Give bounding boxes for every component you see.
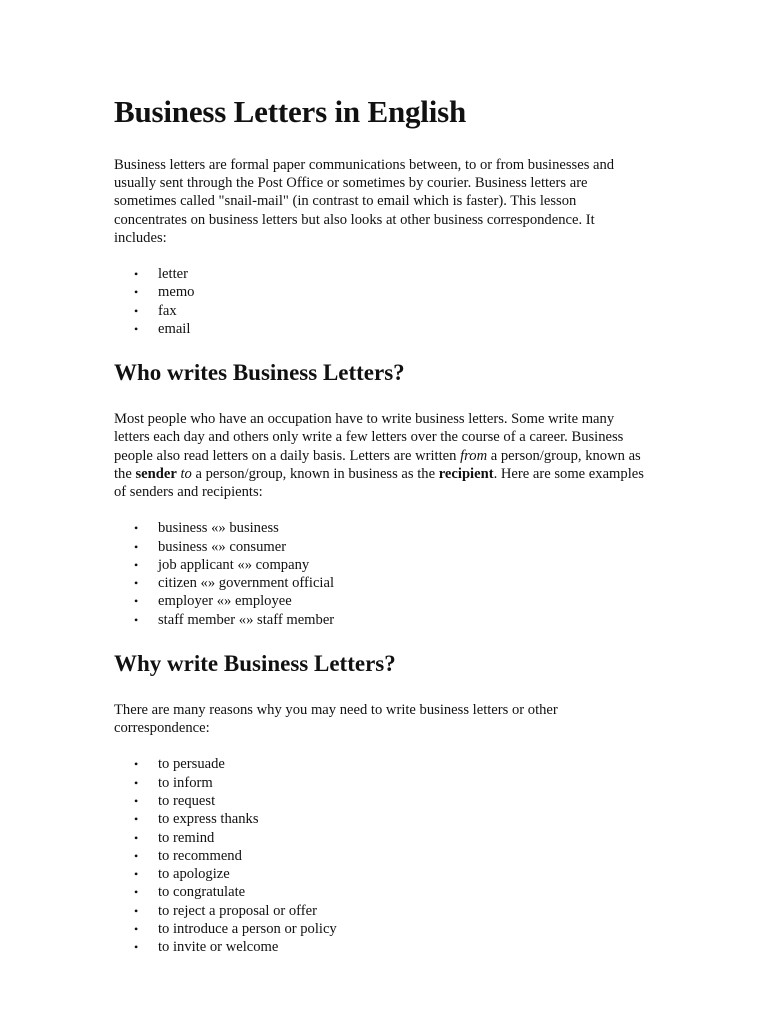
who-sender-term: sender: [135, 465, 177, 482]
who-recipient-term: recipient: [438, 465, 494, 482]
list-item-text: business «» consumer: [158, 538, 287, 555]
list-item: [114, 592, 644, 610]
list-item: [114, 938, 644, 956]
list-item-text: to recommend: [158, 847, 242, 864]
who-text-start: Most people who have an occupation have to write business letters. Some write many letters each day and others only write a few letters over the course of a career. Business people also read letters on a daily basis. Letters are written: [114, 411, 624, 464]
list-item-text: to remind: [158, 829, 215, 846]
bullet-icon: •: [134, 612, 139, 627]
list-item-text: staff member «» staff member: [158, 611, 335, 628]
list-item: [114, 792, 644, 810]
list-item-text: to introduce a person or policy: [158, 921, 337, 938]
bullet-icon: •: [134, 521, 139, 536]
list-item: [114, 920, 644, 938]
list-item: [114, 302, 644, 320]
list-item-text: job applicant «» company: [158, 556, 310, 573]
bullet-icon: •: [134, 794, 139, 808]
bullet-icon: •: [134, 285, 139, 300]
list-item-text: employer «» employee: [158, 593, 292, 610]
list-item: [114, 320, 644, 338]
bullet-icon: •: [134, 775, 139, 790]
list-item-text: letter: [158, 266, 188, 283]
bullet-icon: •: [134, 757, 139, 772]
list-item-text: to express thanks: [158, 811, 259, 828]
list-item-text: to persuade: [158, 756, 225, 773]
page-title: Business Letters in English: [114, 94, 467, 129]
bullet-icon: •: [134, 885, 139, 900]
list-item-text: fax: [158, 302, 177, 319]
list-item: [114, 829, 644, 847]
list-item: [114, 611, 644, 629]
list-item: [114, 283, 644, 301]
list-item: [114, 847, 644, 865]
bullet-icon: •: [134, 867, 139, 882]
list-item: [114, 774, 644, 792]
list-item-text: to inform: [158, 774, 213, 791]
who-text-mid2: a person/group, known in business as the: [191, 465, 439, 482]
list-item: [114, 574, 644, 592]
list-item: [114, 265, 644, 283]
list-item: [114, 883, 644, 901]
bullet-icon: •: [134, 848, 139, 863]
senders-recipients-list: [114, 519, 644, 629]
list-item: [114, 755, 644, 773]
bullet-icon: •: [134, 576, 139, 591]
list-item-text: to reject a proposal or offer: [158, 902, 317, 919]
bullet-icon: •: [134, 321, 139, 336]
list-item: [114, 519, 644, 537]
list-item-text: to apologize: [158, 866, 230, 883]
list-item: [114, 902, 644, 920]
who-paragraph: [114, 410, 644, 501]
list-item: [114, 538, 644, 556]
bullet-icon: •: [134, 539, 139, 554]
list-item-text: to invite or welcome: [158, 939, 279, 956]
why-paragraph: There are many reasons why you may need to write business letters or other correspondence:: [114, 702, 558, 737]
list-item: [114, 810, 644, 828]
bullet-icon: •: [134, 267, 139, 282]
why-heading: Why write Business Letters?: [114, 651, 396, 676]
reasons-list: [114, 755, 644, 956]
bullet-icon: •: [134, 557, 139, 572]
list-item-text: to congratulate: [158, 884, 246, 901]
who-heading: Who writes Business Letters?: [114, 360, 405, 386]
list-item: [114, 865, 644, 883]
bullet-icon: •: [134, 830, 139, 845]
list-item-text: memo: [158, 284, 195, 301]
bullet-icon: •: [134, 812, 139, 827]
list-item-text: citizen «» government official: [158, 575, 335, 592]
who-to-emphasis: to: [180, 465, 192, 482]
list-item: [114, 556, 644, 574]
intro-list: [114, 265, 644, 338]
bullet-icon: •: [134, 303, 139, 318]
bullet-icon: •: [134, 940, 139, 955]
list-item-text: to request: [158, 793, 216, 809]
document-page: [114, 92, 644, 975]
list-item-text: business «» business: [158, 520, 279, 537]
who-text-mid1: a person/group, known as the: [114, 447, 641, 482]
intro-paragraph: Business letters are formal paper communications between, to or from businesses and usually sent through the Post Office or sometimes by courier. Business letters are sometimes called "snail-mail" (in contrast to email which is faster). This lesson concentrates on business letters but also looks at other business correspondence. It includes:: [114, 157, 615, 246]
bullet-icon: •: [134, 922, 139, 937]
who-text-end: . Here are some examples of senders and recipients:: [114, 465, 644, 501]
list-item-text: email: [158, 320, 191, 337]
who-from-emphasis: from: [460, 447, 488, 464]
bullet-icon: •: [134, 594, 139, 609]
bullet-icon: •: [134, 903, 139, 918]
